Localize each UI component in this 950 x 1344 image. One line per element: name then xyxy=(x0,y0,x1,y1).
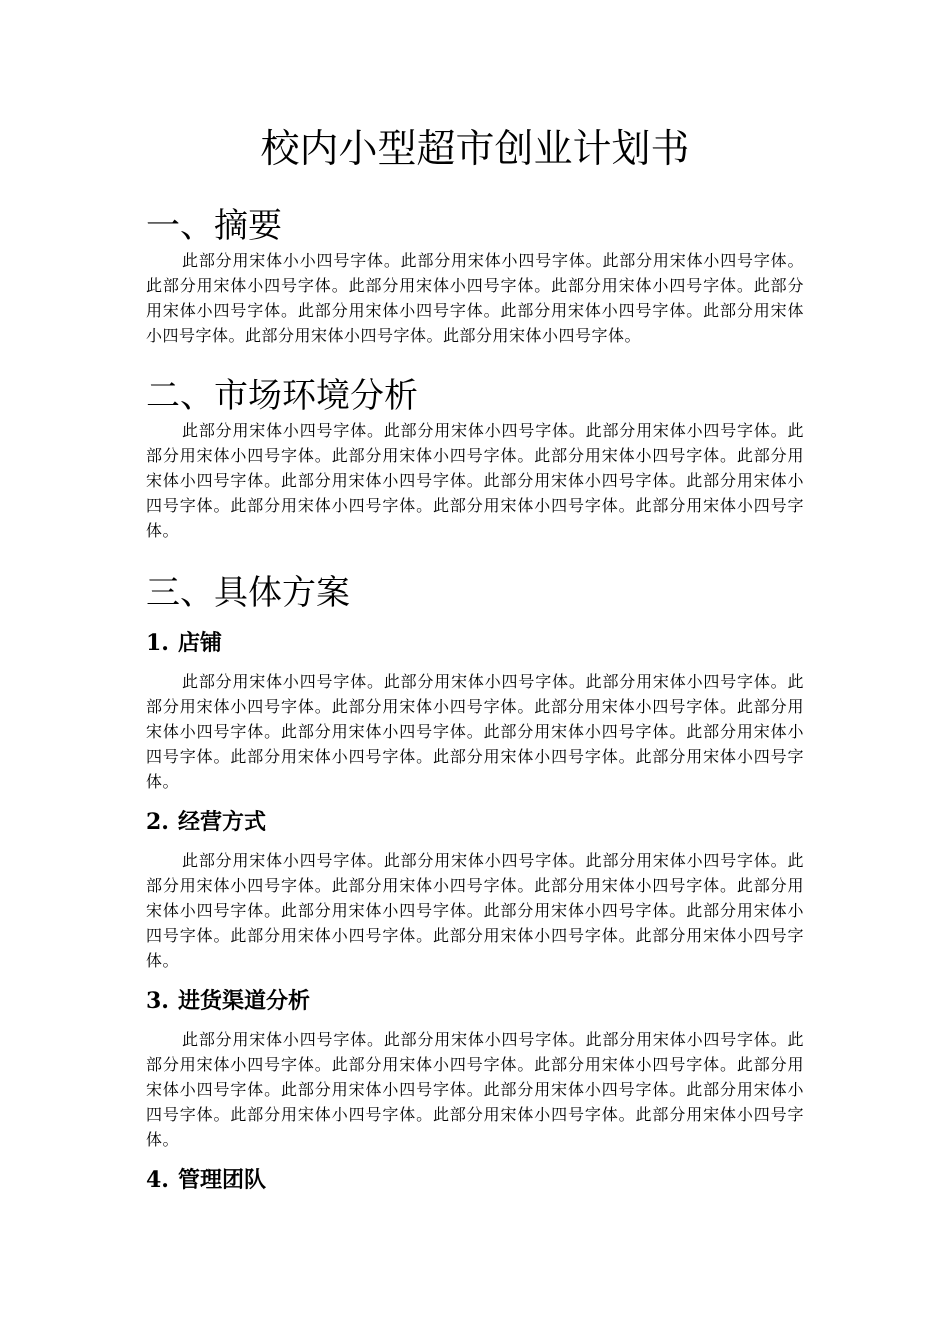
document-body xyxy=(146,120,804,1206)
section-heading-plan: 三、具体方案 xyxy=(146,573,350,613)
subsection-heading-operation xyxy=(146,806,804,838)
subsection-number: 2. xyxy=(146,809,169,835)
subsection-number: 1. xyxy=(146,630,169,656)
subsection-title: 管理团队 xyxy=(178,1167,267,1193)
subsection-heading-store xyxy=(146,627,804,659)
section-paragraph-market: 此部分用宋体小四号字体。此部分用宋体小四号字体。此部分用宋体小四号字体。此部分用宋体小四号字体。此部分用宋体小四号字体。此部分用宋体小四号字体。此部分用宋体小四号字体。此部分用宋体小四号字体。此部分用宋体小四号字体。此部分用宋体小四号字体。此部分用宋体小四号字体。此部分用宋体小四号字体。此部分用宋体小四号字体。 xyxy=(146,421,804,540)
subsection-title: 经营方式 xyxy=(178,809,267,835)
document-title: 校内小型超市创业计划书 xyxy=(260,127,690,172)
subsection-heading-supply xyxy=(146,985,804,1017)
section-heading-summary: 一、摘要 xyxy=(146,206,282,246)
section-heading-market: 二、市场环境分析 xyxy=(146,376,418,416)
subsection-paragraph-supply: 此部分用宋体小四号字体。此部分用宋体小四号字体。此部分用宋体小四号字体。此部分用宋体小四号字体。此部分用宋体小四号字体。此部分用宋体小四号字体。此部分用宋体小四号字体。此部分用宋体小四号字体。此部分用宋体小四号字体。此部分用宋体小四号字体。此部分用宋体小四号字体。此部分用宋体小四号字体。此部分用宋体小四号字体。 xyxy=(146,1030,804,1149)
subsection-paragraph-operation: 此部分用宋体小四号字体。此部分用宋体小四号字体。此部分用宋体小四号字体。此部分用宋体小四号字体。此部分用宋体小四号字体。此部分用宋体小四号字体。此部分用宋体小四号字体。此部分用宋体小四号字体。此部分用宋体小四号字体。此部分用宋体小四号字体。此部分用宋体小四号字体。此部分用宋体小四号字体。此部分用宋体小四号字体。 xyxy=(146,851,804,970)
subsection-number: 3. xyxy=(146,988,169,1014)
subsection-paragraph-store: 此部分用宋体小四号字体。此部分用宋体小四号字体。此部分用宋体小四号字体。此部分用宋体小四号字体。此部分用宋体小四号字体。此部分用宋体小四号字体。此部分用宋体小四号字体。此部分用宋体小四号字体。此部分用宋体小四号字体。此部分用宋体小四号字体。此部分用宋体小四号字体。此部分用宋体小四号字体。此部分用宋体小四号字体。 xyxy=(146,672,804,791)
subsection-title: 店铺 xyxy=(178,630,223,656)
subsection-heading-team xyxy=(146,1164,804,1196)
section-paragraph-summary: 此部分用宋体小小四号字体。此部分用宋体小四号字体。此部分用宋体小四号字体。此部分用宋体小四号字体。此部分用宋体小四号字体。此部分用宋体小四号字体。此部分用宋体小四号字体。此部分用宋体小四号字体。此部分用宋体小四号字体。此部分用宋体小四号字体。此部分用宋体小四号字体。此部分用宋体小四号字体。 xyxy=(146,251,804,345)
subsection-title: 进货渠道分析 xyxy=(178,988,311,1014)
subsection-number: 4. xyxy=(146,1167,169,1193)
